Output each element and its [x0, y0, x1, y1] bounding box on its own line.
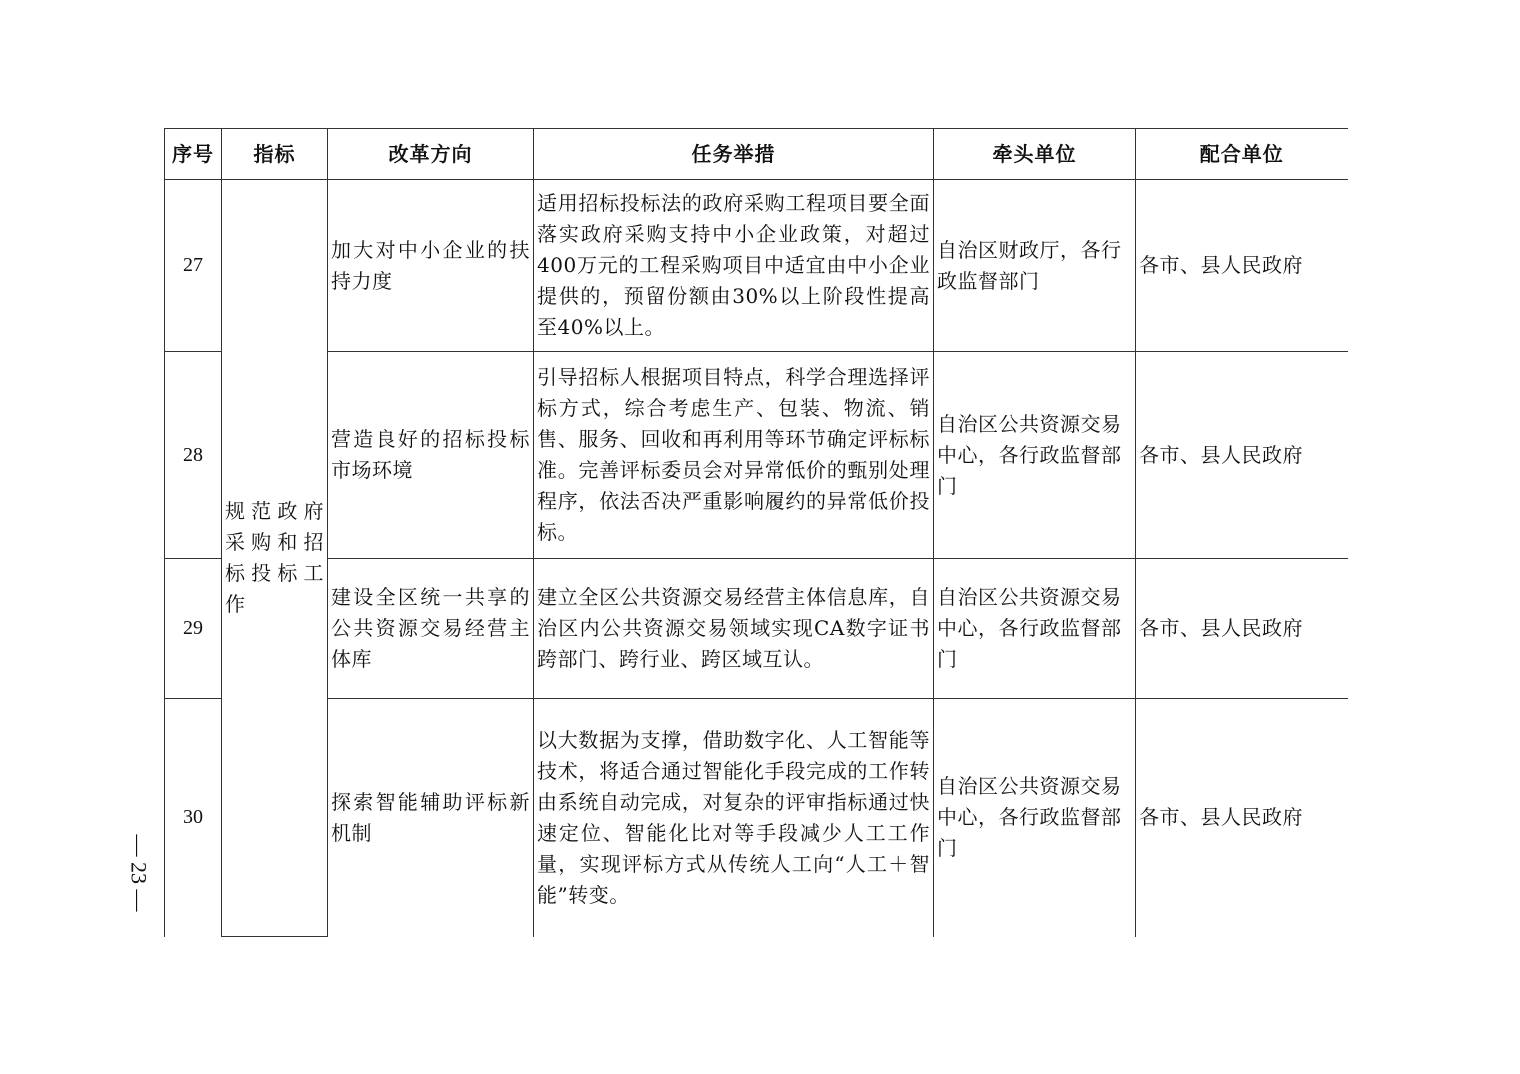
- direction-cell: 建设全区统一共享的公共资源交易经营主体库: [328, 559, 534, 699]
- row-number: 29: [165, 559, 222, 699]
- row-number: 28: [165, 352, 222, 559]
- header-indicator: 指标: [222, 129, 328, 180]
- table-row: [165, 559, 1348, 699]
- lead-unit-cell: 自治区公共资源交易中心，各行政监督部门: [934, 699, 1136, 937]
- page-number: [118, 818, 158, 928]
- row-number: 30: [165, 699, 222, 937]
- table-row: [165, 352, 1348, 559]
- header-direction: 改革方向: [328, 129, 534, 180]
- table-header-row: [165, 129, 1348, 180]
- measure-cell: 以大数据为支撑，借助数字化、人工智能等技术，将适合通过智能化手段完成的工作转由系统自动完成，对复杂的评审指标通过快速定位、智能化比对等手段减少人工工作量，实现评标方式从传统人工向“人工＋智能”转变。: [534, 699, 934, 937]
- lead-unit-cell: 自治区财政厅，各行政监督部门: [934, 180, 1136, 352]
- direction-cell: 探索智能辅助评标新机制: [328, 699, 534, 937]
- direction-cell: 加大对中小企业的扶持力度: [328, 180, 534, 352]
- lead-unit-cell: 自治区公共资源交易中心，各行政监督部门: [934, 559, 1136, 699]
- cooperate-unit-cell: 各市、县人民政府: [1136, 699, 1348, 937]
- cooperate-unit-cell: 各市、县人民政府: [1136, 180, 1348, 352]
- measure-cell: 引导招标人根据项目特点，科学合理选择评标方式，综合考虑生产、包装、物流、销售、服务、回收和再利用等环节确定评标标准。完善评标委员会对异常低价的甄别处理程序，依法否决严重影响履约的异常低价投标。: [534, 352, 934, 559]
- indicator-cell: 规范政府采购和招标投标工作: [222, 180, 328, 937]
- cooperate-unit-cell: 各市、县人民政府: [1136, 559, 1348, 699]
- header-no: 序号: [165, 129, 222, 180]
- reform-tasks-table: [164, 128, 1348, 937]
- header-measure: 任务举措: [534, 129, 934, 180]
- direction-cell: 营造良好的招标投标市场环境: [328, 352, 534, 559]
- table-row: [165, 699, 1348, 937]
- measure-cell: 建立全区公共资源交易经营主体信息库，自治区内公共资源交易领域实现CA数字证书跨部门、跨行业、跨区域互认。: [534, 559, 934, 699]
- page-number-text: — 23 —: [126, 834, 151, 912]
- measure-cell: 适用招标投标法的政府采购工程项目要全面落实政府采购支持中小企业政策，对超过400万元的工程采购项目中适宜由中小企业提供的，预留份额由30%以上阶段性提高至40%以上。: [534, 180, 934, 352]
- table-row: [165, 180, 1348, 352]
- row-number: 27: [165, 180, 222, 352]
- cooperate-unit-cell: 各市、县人民政府: [1136, 352, 1348, 559]
- header-cooperate: 配合单位: [1136, 129, 1348, 180]
- header-lead: 牵头单位: [934, 129, 1136, 180]
- lead-unit-cell: 自治区公共资源交易中心，各行政监督部门: [934, 352, 1136, 559]
